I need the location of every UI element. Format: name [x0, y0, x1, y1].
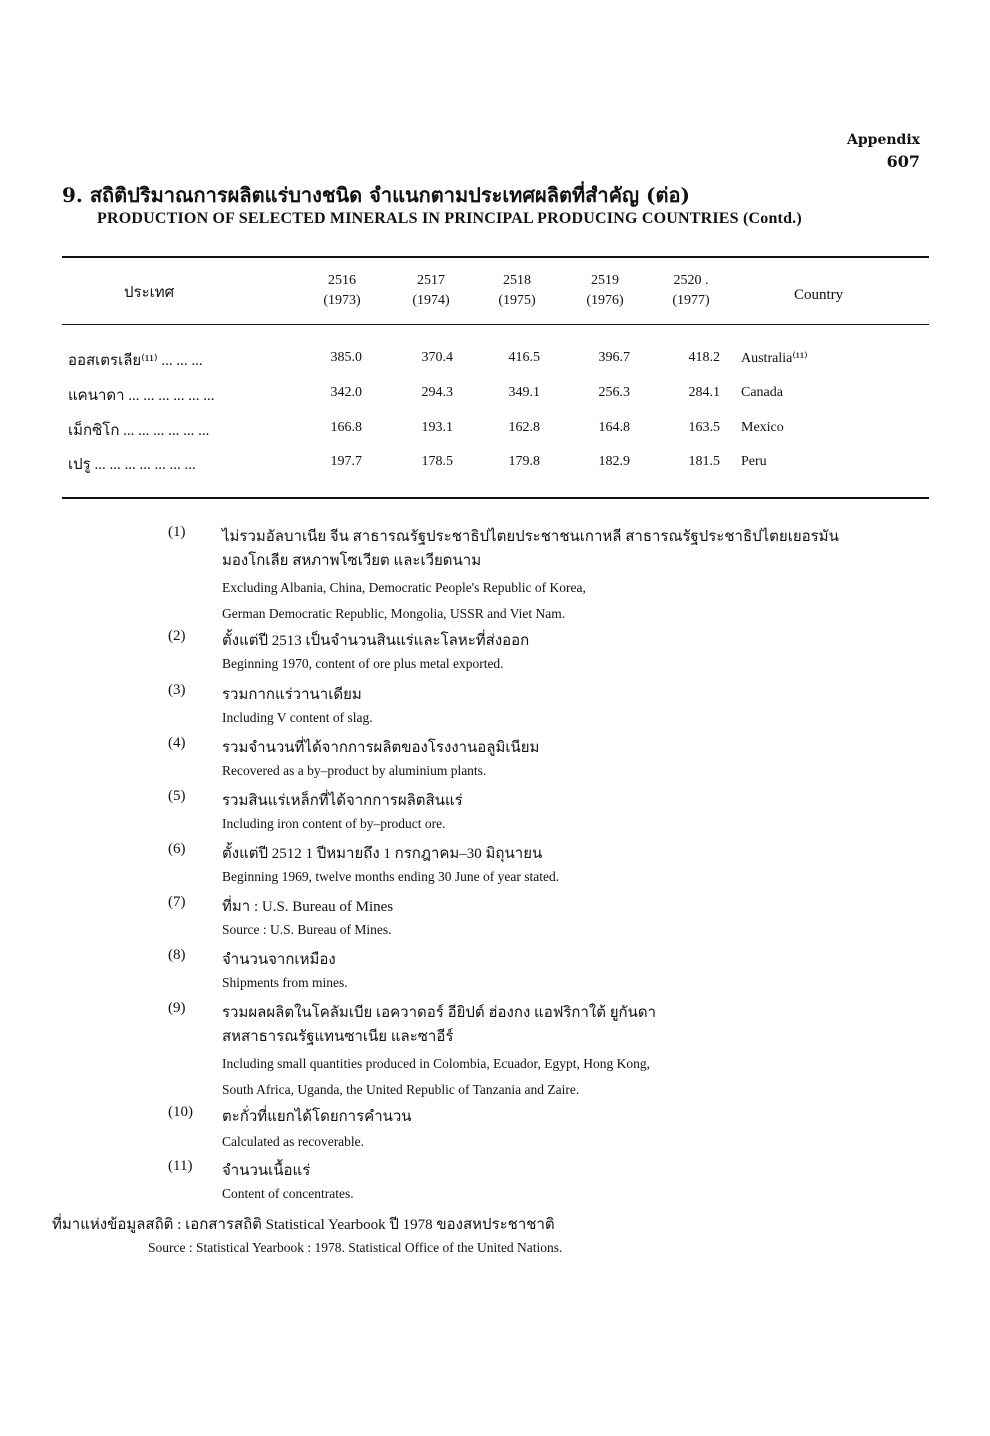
footnote-english-line: Including small quantities produced in Colombia, Ecuador, Egypt, Hong Kong,: [222, 1056, 651, 1071]
table-cell-value: 178.5: [421, 454, 453, 469]
table-cell-value: 385.0: [330, 350, 362, 365]
table-row: [0, 348, 990, 372]
row-country-english: Canada: [741, 385, 783, 400]
footnote-english-line: Source : U.S. Bureau of Mines.: [222, 922, 392, 937]
footnote-thai-line: จำนวนเนื้อแร่: [222, 1163, 311, 1179]
table-row: [0, 418, 990, 442]
column-header-year-ad: (1973): [323, 293, 361, 308]
column-header-country: Country: [794, 287, 844, 303]
column-header-year-ad: (1974): [412, 293, 450, 308]
column-header-year-ad: (1977): [672, 293, 710, 308]
table-cell-value: 197.7: [330, 454, 362, 469]
column-header-year: 2518: [503, 273, 531, 288]
footnote-thai-line: รวมสินแร่เหล็กที่ได้จากการผลิตสินแร่: [222, 793, 463, 809]
column-header-year-ad: (1976): [586, 293, 624, 308]
table-cell-value: 164.8: [598, 420, 630, 435]
footnote-thai-line: ไม่รวมอัลบาเนีย จีน สาธารณรัฐประชาธิปไตยประชาชนเกาหลี สาธารณรัฐประชาธิปไตยเยอรมัน: [222, 529, 839, 545]
table-cell-value: 370.4: [421, 350, 453, 365]
source-note-thai: ที่มาแห่งข้อมูลสถิติ : เอกสารสถิติ Statistical Yearbook ปี 1978 ของสหประชาชาติ: [52, 1217, 555, 1233]
footnote-english-line: Beginning 1969, twelve months ending 30 June of year stated.: [222, 869, 560, 884]
table-top-rule: [62, 256, 929, 258]
column-header-year: 2517: [417, 273, 445, 288]
footnote-thai-line: ตะกั่วที่แยกได้โดยการคำนวน: [222, 1109, 412, 1125]
footnote-thai-line: ตั้งแต่ปี 2513 เป็นจำนวนสินแร่และโลหะที่ส่งออก: [222, 633, 530, 649]
table-cell-value: 349.1: [508, 385, 540, 400]
table-cell-value: 396.7: [598, 350, 630, 365]
footnote-number: (8): [168, 947, 186, 963]
table-cell-value: 416.5: [508, 350, 540, 365]
table-cell-value: 162.8: [508, 420, 540, 435]
footnote-english-line: Excluding Albania, China, Democratic People's Republic of Korea,: [222, 580, 586, 595]
table-cell-value: 166.8: [330, 420, 362, 435]
source-note-english: Source : Statistical Yearbook : 1978. Statistical Office of the United Nations.: [148, 1240, 563, 1255]
footnote-thai-line: ตั้งแต่ปี 2512 1 ปีหมายถึง 1 กรกฎาคม–30 มิถุนายน: [222, 846, 543, 862]
footnote-thai-line: รวมจำนวนที่ได้จากการผลิตของโรงงานอลูมิเนียม: [222, 740, 540, 756]
footnote-number: (4): [168, 735, 186, 751]
row-country-thai: เปรู ... ... ... ... ... ... ...: [68, 457, 196, 473]
table-bottom-rule: [62, 497, 929, 499]
table-cell-value: 418.2: [688, 350, 720, 365]
footnote-thai-line: จำนวนจากเหมือง: [222, 952, 336, 968]
table-cell-value: 181.5: [688, 454, 720, 469]
footnote-english-line: Recovered as a by–product by aluminium plants.: [222, 763, 487, 778]
footnote-english-line: Including V content of slag.: [222, 710, 373, 725]
table-cell-value: 294.3: [421, 385, 453, 400]
table-cell-value: 163.5: [688, 420, 720, 435]
footnote-number: (3): [168, 682, 186, 698]
column-header-year: 2520 .: [673, 273, 709, 288]
footnote-number: (11): [168, 1158, 193, 1174]
footnote-thai-line: รวมผลผลิตในโคลัมเบีย เอควาดอร์ อียิปต์ ฮ่องกง แอฟริกาใต้ ยูกันดา: [222, 1005, 656, 1021]
column-header-thai: ประเทศ: [124, 285, 175, 301]
footnote-english-line: South Africa, Uganda, the United Republic of Tanzania and Zaire.: [222, 1082, 580, 1097]
row-country-english: Australia⁽¹¹⁾: [741, 351, 808, 366]
footnote-thai-line: สหสาธารณรัฐแทนซาเนีย และซาอีร์: [222, 1029, 454, 1045]
row-country-thai: แคนาดา ... ... ... ... ... ...: [68, 388, 215, 404]
footnote-number: (9): [168, 1000, 186, 1016]
footnote-number: (2): [168, 628, 186, 644]
table-cell-value: 193.1: [421, 420, 453, 435]
footnote-number: (6): [168, 841, 186, 857]
row-country-thai: เม็กซิโก ... ... ... ... ... ...: [68, 423, 210, 439]
table-row: [0, 452, 990, 476]
footnote-english-line: Beginning 1970, content of ore plus metal exported.: [222, 656, 504, 671]
row-country-thai: ออสเตรเลีย⁽¹¹⁾ ... ... ...: [68, 353, 203, 369]
page-number: 607: [886, 152, 920, 171]
table-title-thai: 9. สถิติปริมาณการผลิตแร่บางชนิด จำแนกตามประเทศผลิตที่สำคัญ (ต่อ): [62, 183, 690, 207]
footnote-thai-line: รวมกากแร่วานาเดียม: [222, 687, 362, 703]
footnote-number: (5): [168, 788, 186, 804]
table-row: [0, 383, 990, 407]
table-cell-value: 182.9: [598, 454, 630, 469]
footnote-number: (1): [168, 524, 186, 540]
footnote-english-line: Calculated as recoverable.: [222, 1134, 365, 1149]
footnote-number: (10): [168, 1104, 193, 1120]
row-country-english: Mexico: [741, 420, 784, 435]
table-cell-value: 284.1: [688, 385, 720, 400]
column-header-year: 2519: [591, 273, 619, 288]
table-header-rule: [62, 324, 929, 325]
footnote-english-line: German Democratic Republic, Mongolia, USSR and Viet Nam.: [222, 606, 566, 621]
column-header-year-ad: (1975): [498, 293, 536, 308]
footnote-number: (7): [168, 894, 186, 910]
column-header-year: 2516: [328, 273, 356, 288]
table-title-english: PRODUCTION OF SELECTED MINERALS IN PRINCIPAL PRODUCING COUNTRIES (Contd.): [97, 210, 802, 227]
footnote-thai-line: มองโกเลีย สหภาพโซเวียต และเวียดนาม: [222, 553, 482, 569]
footnote-english-line: Content of concentrates.: [222, 1186, 354, 1201]
row-country-english: Peru: [741, 454, 767, 469]
footnote-thai-line: ที่มา : U.S. Bureau of Mines: [222, 899, 394, 915]
table-cell-value: 342.0: [330, 385, 362, 400]
appendix-label: Appendix: [847, 132, 920, 148]
footnote-english-line: Shipments from mines.: [222, 975, 348, 990]
footnote-english-line: Including iron content of by–product ore.: [222, 816, 446, 831]
table-cell-value: 256.3: [598, 385, 630, 400]
table-cell-value: 179.8: [508, 454, 540, 469]
